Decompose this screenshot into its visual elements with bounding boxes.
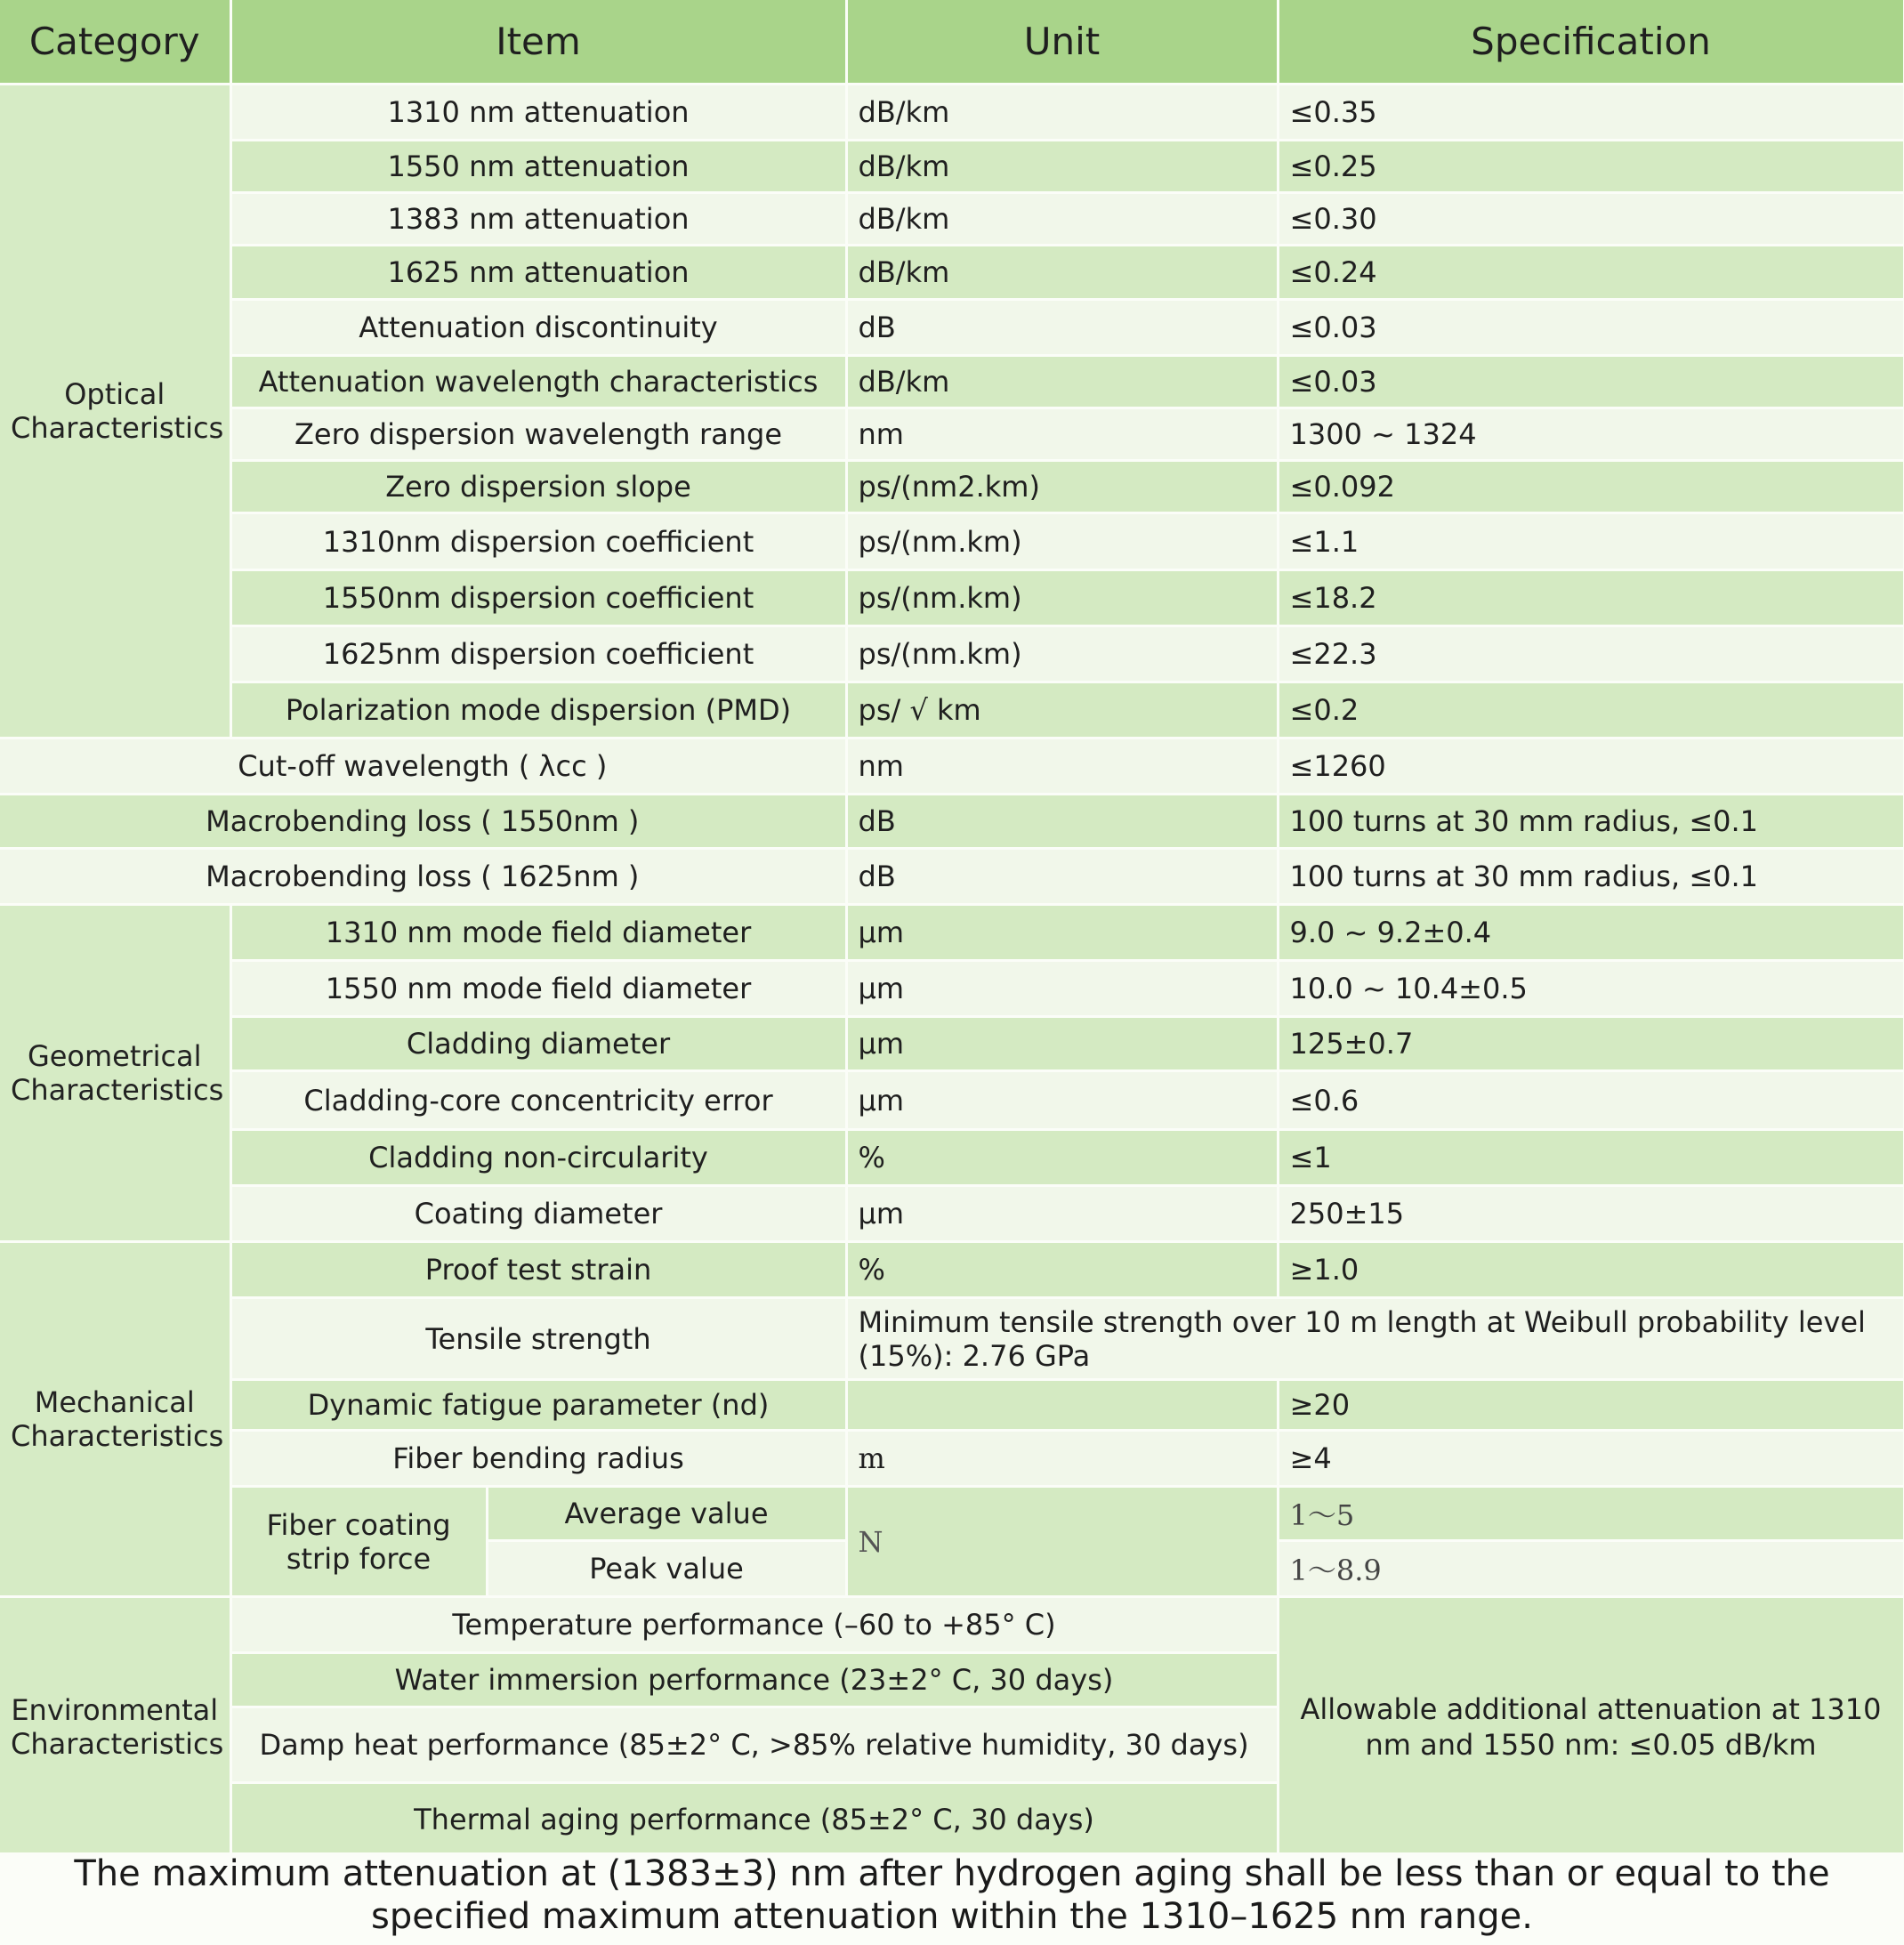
table-row [0, 141, 1904, 193]
table-row [0, 682, 1904, 738]
item-cell: Water immersion performance (23±2° C, 30 days) [230, 1653, 1278, 1707]
item-cell: Cladding-core concentricity error [230, 1071, 846, 1130]
unit-cell: dB/km [846, 85, 1278, 141]
unit-cell: μm [846, 961, 1278, 1017]
table-row [0, 300, 1904, 356]
item-cell: 1550 nm attenuation [230, 141, 846, 193]
item-cell: Coating diameter [230, 1186, 846, 1242]
spec-cell: 9.0 ~ 9.2±0.4 [1278, 905, 1904, 961]
table-row [0, 408, 1904, 461]
table-row [0, 1380, 1904, 1431]
item-cell: Cladding non-circularity [230, 1130, 846, 1186]
item-cell: Attenuation discontinuity [230, 300, 846, 356]
item-cell: Macrobending loss ( 1625nm ) [0, 849, 846, 905]
item-cell: Tensile strength [230, 1298, 846, 1380]
spec-cell: ≤1 [1278, 1130, 1904, 1186]
spec-cell: ≤0.03 [1278, 356, 1904, 408]
table-row [0, 1186, 1904, 1242]
table-row [0, 193, 1904, 246]
unit-cell: m [846, 1431, 1278, 1487]
unit-cell: μm [846, 905, 1278, 961]
spec-cell: 1～8.9 [1278, 1541, 1904, 1597]
table-row [0, 1130, 1904, 1186]
table-row [0, 513, 1904, 570]
unit-cell: ps/ √ km [846, 682, 1278, 738]
spec-cell: 1300 ~ 1324 [1278, 408, 1904, 461]
item-cell: Peak value [487, 1541, 846, 1597]
item-cell: 1625 nm attenuation [230, 246, 846, 300]
item-cell: Attenuation wavelength characteristics [230, 356, 846, 408]
item-cell: 1310 nm attenuation [230, 85, 846, 141]
spec-cell: 250±15 [1278, 1186, 1904, 1242]
spec-cell: ≤0.30 [1278, 193, 1904, 246]
table-row [0, 905, 1904, 961]
item-cell: Damp heat performance (85±2° C, >85% relative humidity, 30 days) [230, 1707, 1278, 1783]
spec-cell: ≤0.6 [1278, 1071, 1904, 1130]
spec-cell: ≤0.2 [1278, 682, 1904, 738]
unit-cell: ps/(nm.km) [846, 513, 1278, 570]
table-row [0, 1487, 1904, 1541]
table-row [0, 795, 1904, 849]
item-cell: 1383 nm attenuation [230, 193, 846, 246]
header-row [0, 0, 1904, 85]
unit-cell: μm [846, 1071, 1278, 1130]
unit-cell: dB [846, 300, 1278, 356]
item-cell: 1550nm dispersion coefficient [230, 570, 846, 626]
item-cell: Polarization mode dispersion (PMD) [230, 682, 846, 738]
spec-cell: 100 turns at 30 mm radius, ≤0.1 [1278, 849, 1904, 905]
table-row [0, 961, 1904, 1017]
unit-cell [846, 1380, 1278, 1431]
item-cell: Macrobending loss ( 1550nm ) [0, 795, 846, 849]
spec-cell: ≥4 [1278, 1431, 1904, 1487]
spec-cell: ≤22.3 [1278, 626, 1904, 682]
unit-cell: dB [846, 849, 1278, 905]
item-cell: Cladding diameter [230, 1017, 846, 1071]
table-row [0, 85, 1904, 141]
category-mechanical: Mechanical Characteristics [0, 1242, 230, 1597]
spec-cell: Minimum tensile strength over 10 m length at Weibull probability level (15%): 2.76 GPa [846, 1298, 1904, 1380]
item-cell: 1550 nm mode field diameter [230, 961, 846, 1017]
table-row [0, 849, 1904, 905]
table-row [0, 356, 1904, 408]
item-cell: Cut-off wavelength ( λcc ) [0, 738, 846, 795]
category-optical: Optical Characteristics [0, 85, 230, 738]
unit-cell: μm [846, 1186, 1278, 1242]
spec-cell: ≤0.03 [1278, 300, 1904, 356]
item-cell: 1625nm dispersion coefficient [230, 626, 846, 682]
item-cell: Temperature performance (–60 to +85° C) [230, 1597, 1278, 1653]
spec-cell: ≤0.35 [1278, 85, 1904, 141]
spec-cell: ≤1260 [1278, 738, 1904, 795]
unit-cell: ps/(nm2.km) [846, 461, 1278, 513]
unit-cell: ps/(nm.km) [846, 626, 1278, 682]
item-cell: 1310nm dispersion coefficient [230, 513, 846, 570]
strip-force-label: Fiber coating strip force [230, 1487, 487, 1597]
spec-cell: ≤0.24 [1278, 246, 1904, 300]
category-environmental: Environmental Characteristics [0, 1597, 230, 1857]
unit-cell: ps/(nm.km) [846, 570, 1278, 626]
unit-cell: μm [846, 1017, 1278, 1071]
item-cell: Zero dispersion slope [230, 461, 846, 513]
footnote: The maximum attenuation at (1383±3) nm after hydrogen aging shall be less than or equal to the specified maximum attenuation within the 1310–1625 nm range. [0, 1852, 1904, 1945]
header-unit: Unit [846, 0, 1278, 85]
item-cell: 1310 nm mode field diameter [230, 905, 846, 961]
unit-cell: % [846, 1130, 1278, 1186]
header-spec: Specification [1278, 0, 1904, 85]
unit-cell: dB/km [846, 246, 1278, 300]
item-cell: Fiber bending radius [230, 1431, 846, 1487]
item-cell: Thermal aging performance (85±2° C, 30 days) [230, 1783, 1278, 1857]
spec-cell: ≤1.1 [1278, 513, 1904, 570]
table-row [0, 1242, 1904, 1298]
spec-cell: ≤18.2 [1278, 570, 1904, 626]
item-cell: Proof test strain [230, 1242, 846, 1298]
unit-cell: dB/km [846, 141, 1278, 193]
table-row [0, 1017, 1904, 1071]
unit-cell: N [846, 1487, 1278, 1597]
unit-cell: % [846, 1242, 1278, 1298]
item-cell: Dynamic fatigue parameter (nd) [230, 1380, 846, 1431]
item-cell: Zero dispersion wavelength range [230, 408, 846, 461]
header-item: Item [230, 0, 846, 85]
environmental-spec: Allowable additional attenuation at 1310 nm and 1550 nm: ≤0.05 dB/km [1278, 1597, 1904, 1857]
unit-cell: nm [846, 408, 1278, 461]
unit-cell: dB/km [846, 193, 1278, 246]
spec-cell: ≥20 [1278, 1380, 1904, 1431]
table-row [0, 738, 1904, 795]
table-row [0, 626, 1904, 682]
header-category: Category [0, 0, 230, 85]
spec-cell: 100 turns at 30 mm radius, ≤0.1 [1278, 795, 1904, 849]
table-row [0, 461, 1904, 513]
category-geometrical: Geometrical Characteristics [0, 905, 230, 1242]
unit-cell: dB/km [846, 356, 1278, 408]
item-cell: Average value [487, 1487, 846, 1541]
unit-cell: nm [846, 738, 1278, 795]
spec-cell: 125±0.7 [1278, 1017, 1904, 1071]
spec-cell: 10.0 ~ 10.4±0.5 [1278, 961, 1904, 1017]
table-row [0, 570, 1904, 626]
spec-cell: ≥1.0 [1278, 1242, 1904, 1298]
spec-cell: 1～5 [1278, 1487, 1904, 1541]
table-row [0, 1597, 1904, 1653]
table-row [0, 1431, 1904, 1487]
unit-cell: dB [846, 795, 1278, 849]
table-row [0, 1071, 1904, 1130]
table-row [0, 1298, 1904, 1380]
table-row [0, 246, 1904, 300]
spec-cell: ≤0.25 [1278, 141, 1904, 193]
spec-cell: ≤0.092 [1278, 461, 1904, 513]
